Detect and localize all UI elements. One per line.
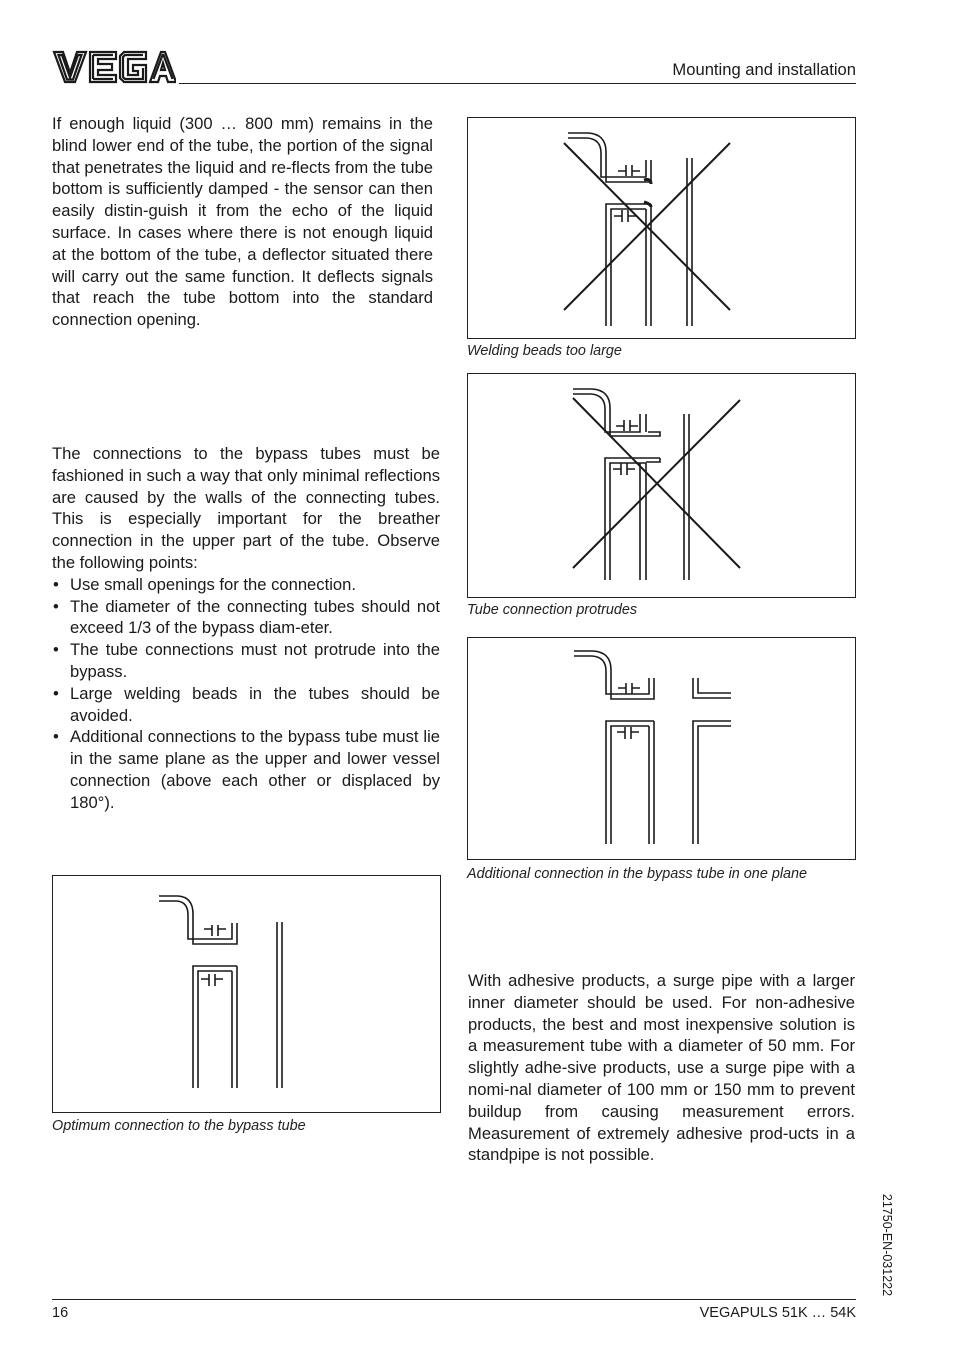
list-item: • The tube connections must not protrude into the bypass. [52, 639, 440, 683]
list-item: • Additional connections to the bypass tube must lie in the same plane as the upper and lower vessel connection (above each other or displaced by 180°). [52, 726, 440, 813]
intro-paragraph [52, 113, 433, 331]
list-item: • Use small openings for the connection. [52, 574, 440, 596]
connections-paragraph: The connections to the bypass tubes must be fashioned in such a way that only minimal reflections are caused by the walls of the connecting tubes. This is especially important for the breather connection in the upper part of the tube. Observe the following points: [52, 444, 440, 572]
figure-additional-connection [467, 637, 856, 860]
connection-rules-list [52, 574, 440, 814]
document-code: 21750-EN-031222 [880, 1193, 894, 1297]
figure-caption: Additional connection in the bypass tube in one plane [467, 866, 808, 882]
page-number: 16 [52, 1305, 69, 1321]
figure-optimum-connection [52, 875, 441, 1113]
list-item: • Large welding beads in the tubes should be avoided. [52, 683, 440, 727]
figure-caption: Welding beads too large [467, 343, 622, 359]
list-item: • The diameter of the connecting tubes should not exceed 1/3 of the bypass diam-eter. [52, 596, 440, 640]
header-rule [179, 83, 856, 84]
vega-logo-graphic [52, 49, 176, 85]
invalid-cross-icon [573, 398, 740, 568]
figure-caption: Tube connection protrudes [467, 602, 638, 618]
product-name: VEGAPULS 51K … 54K [699, 1305, 856, 1321]
optimum-connection-diagram [53, 876, 440, 1112]
footer-rule [52, 1299, 856, 1300]
figure-caption: Optimum connection to the bypass tube [52, 1118, 306, 1134]
additional-connection-diagram [468, 638, 855, 859]
figure-welding-beads [467, 117, 856, 339]
connection-protrudes-diagram [468, 374, 855, 597]
welding-beads-diagram [468, 118, 855, 338]
figure-connection-protrudes [467, 373, 856, 598]
section-title: Mounting and installation [672, 60, 856, 79]
intro-paragraph-text: If enough liquid (300 … 800 mm) remains in the blind lower end of the tube, the portion of the signal that penetrates the liquid and re-flects from the tube bottom is sufficiently damped - the sensor can then easily distin-guish it from the echo of the liquid surface. In cases where there is not enough liquid at the bottom of the tube, a deflector situated there will carry out the same function. It deflects signals that reach the tube bottom into the standard connection opening. [52, 114, 433, 330]
surge-pipe-paragraph [468, 970, 855, 1166]
surge-pipe-text: With adhesive products, a surge pipe with a larger inner diameter should be used. For non-adhesive products, the best and most inexpensive solution is a measurement tube with a diameter of 50 mm. For slightly adhe-sive products, use a surge pipe with a nomi-nal diameter of 100 mm or 150 mm to prevent buildup from causing measurement errors. Measurement of extremely adhesive prod-ucts in a standpipe is not possible. [468, 971, 855, 1165]
invalid-cross-icon [564, 143, 730, 310]
connections-section [52, 443, 440, 814]
vega-logo [52, 49, 176, 85]
